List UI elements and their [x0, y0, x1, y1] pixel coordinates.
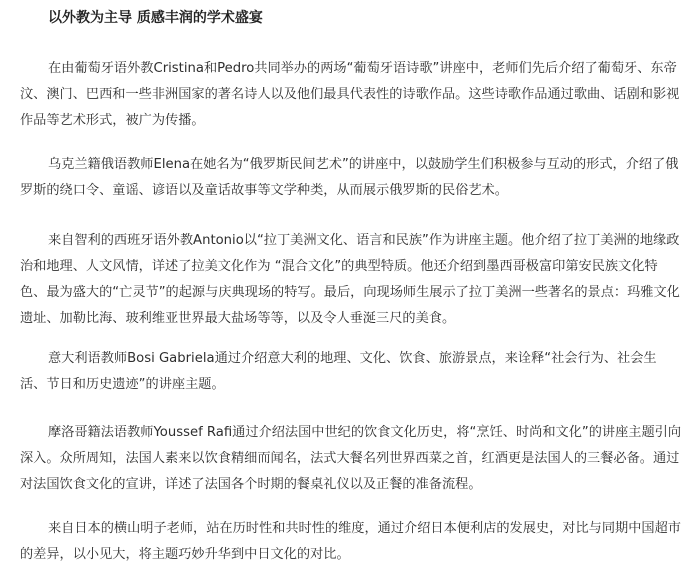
paragraph-italian: 意大利语教师Bosi Gabriela通过介绍意大利的地理、文化、饮食、旅游景点，来诠释“社会行为、社会生活、节日和历史遗迹”的讲座主题。: [20, 351, 657, 392]
paragraph-latin-america: 来自智利的西班牙语外教Antonio以“拉丁美洲文化、语言和民族”作为讲座主题。他介绍了拉丁美洲的地缘政治和地理、人文风情，详述了拉美文化作为 “混合文化”的典型特质。他还介绍到墨西哥极富印第安民族文化特色、最为盛大的“亡灵节”的起源与庆典现场的特写。最后，向现场师生展示了拉丁美洲一些著名的景点：玛雅文化遗址、加勒比海、玻利维亚世界最大盐场等等，以及令人垂涎三尺的美食。: [20, 233, 680, 326]
article-heading: 以外教为主导 质感丰润的学术盛宴: [48, 10, 263, 26]
paragraph-japanese-convenience-store: 来自日本的横山明子老师，站在历时性和共时性的维度，通过介绍日本便利店的发展史，对比与同期中国超市的差异，以小见大，将主题巧妙升华到中日文化的对比。: [20, 521, 681, 562]
paragraph-portuguese-poetry: 在由葡萄牙语外教Cristina和Pedro共同举办的两场“葡萄牙语诗歌”讲座中，老师们先后介绍了葡萄牙、东帝汶、澳门、巴西和一些非洲国家的著名诗人以及他们最具代表性的诗歌作品。这些诗歌作品通过歌曲、话剧和影视作品等艺术形式，被广为传播。: [20, 61, 680, 128]
paragraph-french-cuisine: 摩洛哥籍法语教师Youssef Rafi通过介绍法国中世纪的饮食文化历史，将“烹饪、时尚和文化”的讲座主题引向深入。众所周知，法国人素来以饮食精细而闻名，法式大餐名列世界西菜之首，红酒更是法国人的三餐必备。通过对法国饮食文化的宣讲，详述了法国各个时期的餐桌礼仪以及正餐的准备流程。: [20, 425, 682, 492]
paragraph-russian-folk-art: 乌克兰籍俄语教师Elena在她名为“俄罗斯民间艺术”的讲座中，以鼓励学生们积极参与互动的形式，介绍了俄罗斯的绕口令、童谣、谚语以及童话故事等文学种类，从而展示俄罗斯的民俗艺术。: [20, 157, 679, 198]
